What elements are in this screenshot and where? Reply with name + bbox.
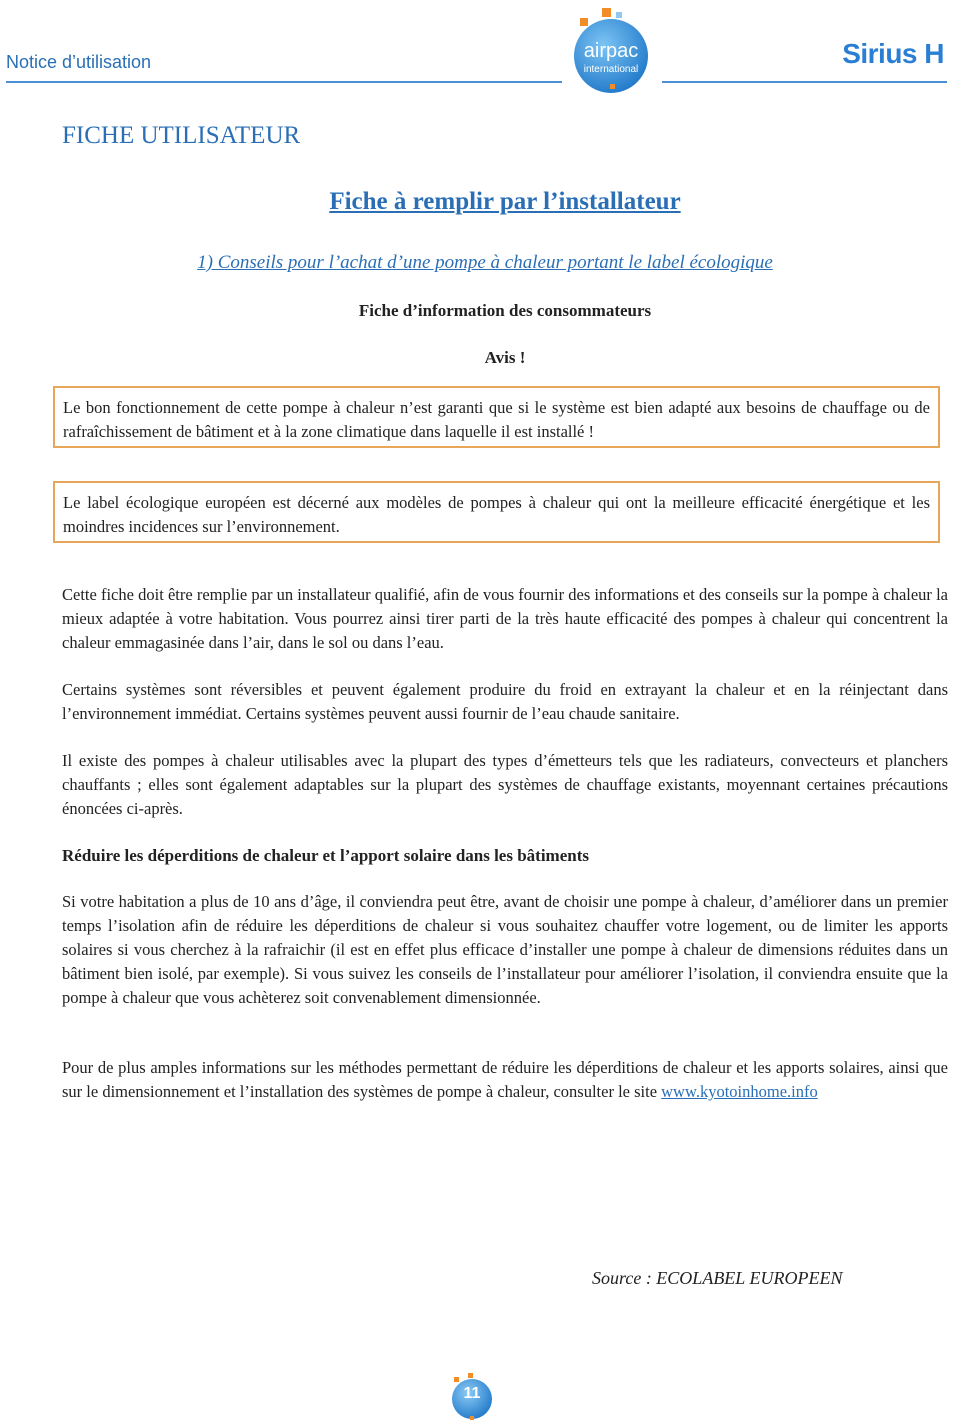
section-heading-insulation: Réduire les déperditions de chaleur et l’apport solaire dans les bâtiments [62, 846, 589, 865]
header-product-name: Sirius H [842, 38, 944, 69]
avis-label: Avis ! [484, 348, 526, 367]
more-info-text: Pour de plus amples informations sur les méthodes permettant de réduire les déperditions de chaleur et les apports solaires, ainsi que sur le dimensionnement et l’installation des systèmes de pompe à chaleur, consulter le site [62, 1058, 948, 1101]
paragraph-emitters: Il existe des pompes à chaleur utilisables avec la plupart des types d’émetteurs tels que les radiateurs, convecteurs et planchers chauffants ; elles sont également adaptables sur la plupart des systèmes de chauffage existants, moyennant certaines précautions énoncées ci-après. [62, 751, 948, 818]
logo-wordmark: airpac [583, 40, 639, 62]
logo-tagline: international [583, 64, 639, 75]
section-title: 1) Conseils pour l’achat d’une pompe à chaleur portant le label écologique [197, 252, 773, 273]
info-heading: Fiche d’information des consommateurs [358, 301, 652, 320]
paragraph-intro: Cette fiche doit être remplie par un installateur qualifié, afin de vous fournir des informations et des conseils sur la pompe à chaleur la mieux adaptée à votre habitation. Vous pourrez ainsi tirer parti de la très haute efficacité des pompes à chaleur qui concentrent la chaleur emmagasinée dans l’air, dans le sol ou dans l’eau. [62, 585, 948, 652]
header-rule-left [6, 81, 562, 83]
kyotoinhome-link[interactable]: www.kyotoinhome.info [661, 1082, 818, 1101]
header-rule-right [662, 81, 947, 83]
subtitle: Fiche à remplir par l’installateur [329, 188, 681, 215]
notice-box-warranty: Le bon fonctionnement de cette pompe à chaleur n’est garanti que si le système est bien adapté aux besoins de chauffage ou de rafraîchissement de bâtiment et à la zone climatique dans laquelle il est installé ! [53, 386, 940, 448]
source-credit: Source : ECOLABEL EUROPEEN [592, 1268, 843, 1288]
paragraph-insulation: Si votre habitation a plus de 10 ans d’âge, il conviendra peut être, avant de choisir une pompe à chaleur, d’améliorer dans un premier temps l’isolation afin de réduire les déperditions de chaleur si vous souhaitez chauffer votre logement, ou de limiter les apports solaires si vous cherchez à la rafraichir (il est en effet plus efficace d’installer une pompe à chaleur de dimensions réduites dans un bâtiment bien isolé, par exemple). Si vous suivez les conseils de l’installateur pour améliorer l’isolation, il conviendra ensuite que la pompe à chaleur que vous achèterez soit convenablement dimensionnée. [62, 892, 948, 1007]
page-title: FICHE UTILISATEUR [62, 122, 301, 149]
header-document-label: Notice d’utilisation [6, 52, 152, 72]
paragraph-reversible: Certains systèmes sont réversibles et peuvent également produire du froid en extrayant la chaleur et en la réinjectant dans l’environnement immédiat. Certains systèmes peuvent aussi fournir de l’eau chaude sanitaire. [62, 680, 948, 723]
paragraph-more-info [62, 1056, 948, 1104]
page-number: 11 [463, 1385, 481, 1402]
notice-box-ecolabel: Le label écologique européen est décerné aux modèles de pompes à chaleur qui ont la meilleure efficacité énergétique et les moindres incidences sur l’environnement. [53, 481, 940, 543]
